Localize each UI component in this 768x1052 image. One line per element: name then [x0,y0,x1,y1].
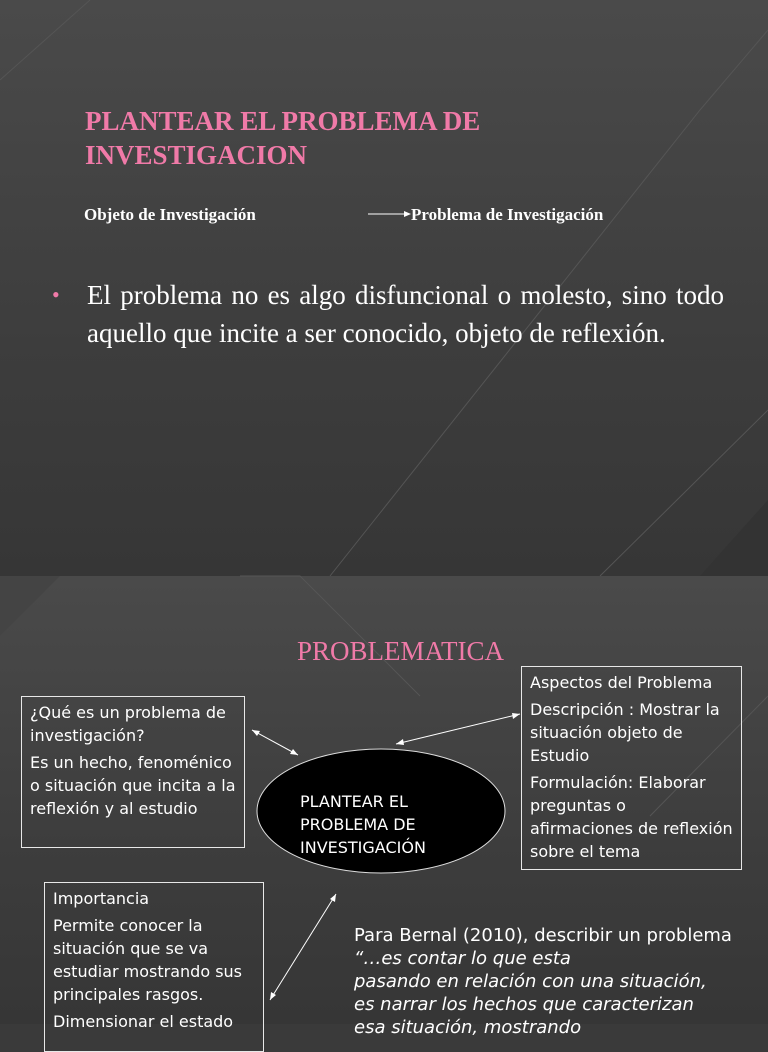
center-line-3: INVESTIGACIÓN [300,838,426,857]
definition-answer: Es un hecho, fenoménico o situación que incita a la reflexión y al estudio [30,753,236,818]
importance-box [44,882,264,1052]
aspects-formulation: Formulación: Elaborar preguntas o afirmaciones de reflexión sobre el tema [530,773,733,861]
center-line-1: PLANTEAR EL [300,792,408,811]
slide-2 [0,576,768,1038]
quote-italic-1: “…es contar lo que esta [354,948,571,969]
quote-intro: Para Bernal (2010), describir un problema [354,925,732,946]
importance-text-2: Dimensionar el estado [53,1012,234,1031]
problem-label: Problema de Investigación [411,205,604,224]
bernal-quote [354,924,744,1039]
importance-text-1: Permite conocer la situación que se va estudiar mostrando sus principales rasgos. [53,916,243,1004]
bullet-icon: • [52,282,60,307]
aspects-heading: Aspectos del Problema [530,673,713,692]
arrow-left-connector [252,730,298,755]
slide-1-title [85,104,685,172]
importance-heading: Importancia [53,889,150,908]
arrow-right-connector [396,714,520,744]
title-line-2: INVESTIGACION [85,140,308,170]
aspects-box [521,666,742,870]
center-ellipse-text [300,790,426,859]
quote-italic-3: es narrar los hechos que caracterizan [354,994,694,1015]
bullet-text: El problema no es algo disfuncional o molesto, sino todo aquello que incite a ser conocido, objeto de reflexión. [87,280,724,348]
quote-italic-4: esa situación, mostrando [354,1017,582,1038]
definition-question: ¿Qué es un problema de investigación? [30,703,226,745]
aspects-description: Descripción : Mostrar la situación objeto de Estudio [530,700,720,765]
right-arrow-icon [368,208,412,220]
title-line-1: PLANTEAR EL PROBLEMA DE [85,106,481,136]
center-line-2: PROBLEMA DE [300,815,416,834]
slide-2-title: PROBLEMATICA [297,636,505,666]
arrow-bottom-connector [270,894,336,1000]
object-label: Objeto de Investigación [84,205,256,224]
quote-italic-2: pasando en relación con una situación, [354,971,707,992]
